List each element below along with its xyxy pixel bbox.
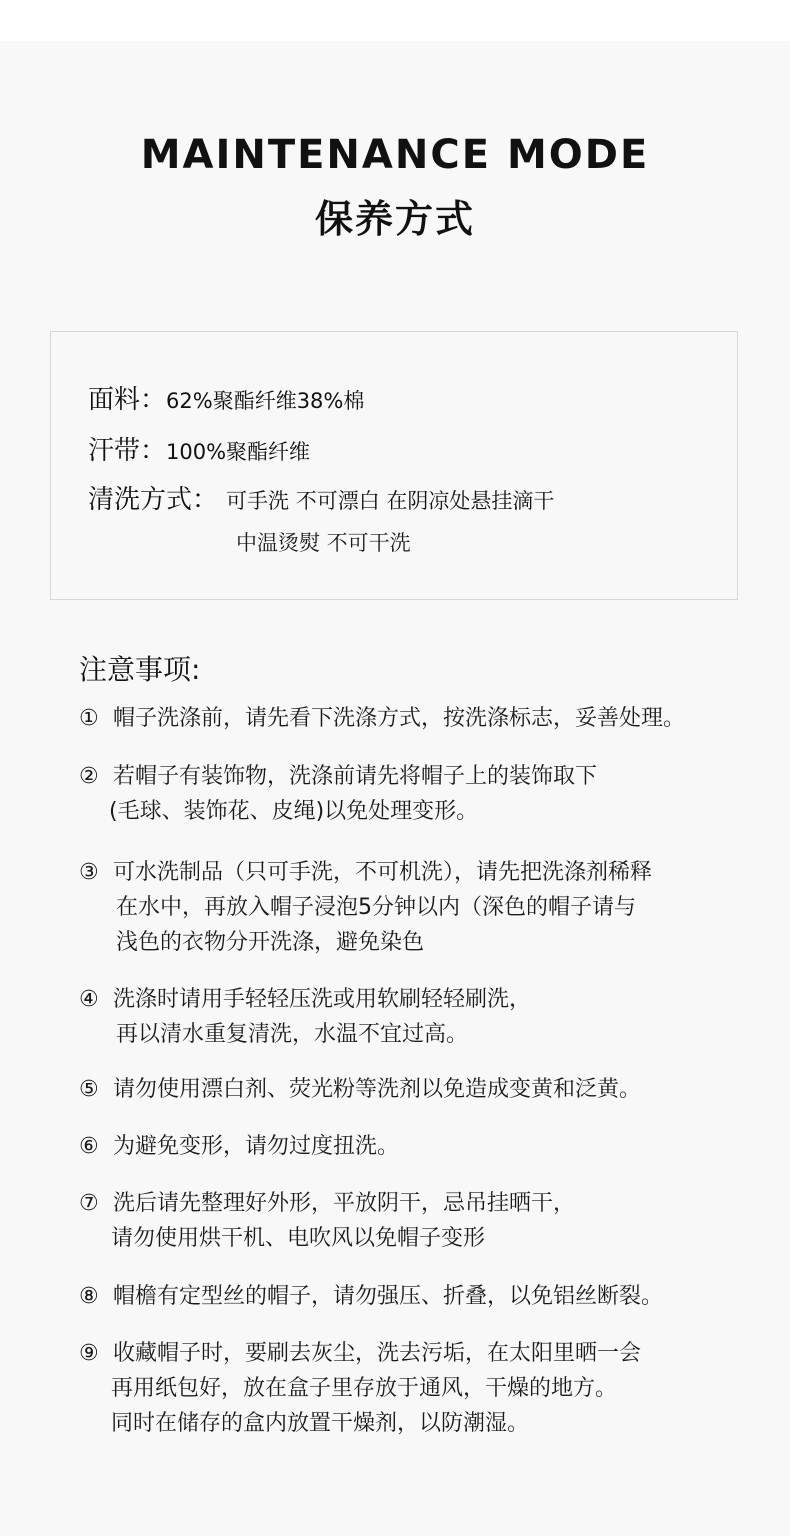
note-number: ⑦: [79, 1191, 99, 1216]
note-text: 若帽子有装饰物，洗涤前请先将帽子上的装饰取下: [113, 764, 598, 789]
page-title-en: MAINTENANCE MODE: [140, 132, 650, 178]
note-text: 在水中，再放入帽子浸泡5分钟以内（深色的帽子请与: [116, 895, 636, 920]
sweatband-label: 汗带：: [88, 436, 167, 466]
note-item-7: [79, 1186, 575, 1256]
note-text: (毛球、装饰花、皮绳)以免处理变形。: [109, 799, 479, 824]
note-number: ③: [79, 860, 99, 885]
note-item-4: [79, 982, 531, 1052]
fabric-info-box: [50, 331, 738, 600]
note-number: ⑨: [79, 1341, 99, 1366]
note-number: ②: [79, 764, 99, 789]
note-text: 洗涤时请用手轻轻压洗或用软刷轻轻刷洗，: [113, 987, 532, 1012]
note-text: 帽子洗涤前，请先看下洗涤方式，按洗涤标志，妥善处理。: [113, 706, 686, 731]
note-number: ⑥: [79, 1134, 99, 1159]
note-text: 收藏帽子时，要刷去灰尘，洗去污垢，在太阳里晒一会: [113, 1341, 642, 1366]
note-item-6: [79, 1129, 399, 1164]
note-text: 洗后请先整理好外形，平放阴干，忌吊挂晒干，: [113, 1191, 576, 1216]
note-text: 浅色的衣物分开洗涤，避免染色: [116, 930, 425, 955]
note-item-1: [79, 701, 685, 736]
wash-method-line1: 可手洗 不可漂白 在阴凉处悬挂滴干: [226, 489, 555, 513]
notes-title: 注意事项:: [79, 653, 201, 686]
sweatband-row: [88, 430, 310, 467]
note-text: 可水洗制品（只可手洗，不可机洗），请先把洗涤剂稀释: [113, 860, 653, 885]
wash-method-label: 清洗方式：: [88, 485, 219, 515]
note-item-3: [79, 855, 652, 960]
page-title-cn: 保养方式: [314, 197, 475, 241]
note-text: 再用纸包好，放在盒子里存放于通风，干燥的地方。: [111, 1376, 618, 1401]
note-number: ⑤: [79, 1077, 99, 1102]
sweatband-value: 100%聚酯纤维: [166, 440, 311, 464]
wash-method-row: [88, 479, 554, 516]
fabric-row: [88, 379, 364, 416]
note-text: 为避免变形，请勿过度扭洗。: [113, 1134, 400, 1159]
note-text: 同时在储存的盒内放置干燥剂，以防潮湿。: [111, 1411, 530, 1436]
note-text: 帽檐有定型丝的帽子，请勿强压、折叠，以免铝丝断裂。: [113, 1284, 664, 1309]
note-item-8: [79, 1279, 663, 1314]
note-number: ①: [79, 706, 99, 731]
note-number: ⑧: [79, 1284, 99, 1309]
note-item-2: [79, 759, 597, 829]
wash-method-line2: 中温烫熨 不可干洗: [236, 531, 411, 555]
note-item-5: [79, 1072, 641, 1107]
note-number: ④: [79, 987, 99, 1012]
fabric-value: 62%聚酯纤维38%棉: [166, 389, 365, 413]
note-item-9: [79, 1336, 641, 1441]
note-text: 再以清水重复清洗，水温不宜过高。: [116, 1022, 469, 1047]
fabric-label: 面料：: [88, 385, 167, 415]
note-text: 请勿使用烘干机、电吹风以免帽子变形: [111, 1226, 486, 1251]
top-band: [0, 0, 790, 41]
note-text: 请勿使用漂白剂、荧光粉等洗剂以免造成变黄和泛黄。: [113, 1077, 642, 1102]
